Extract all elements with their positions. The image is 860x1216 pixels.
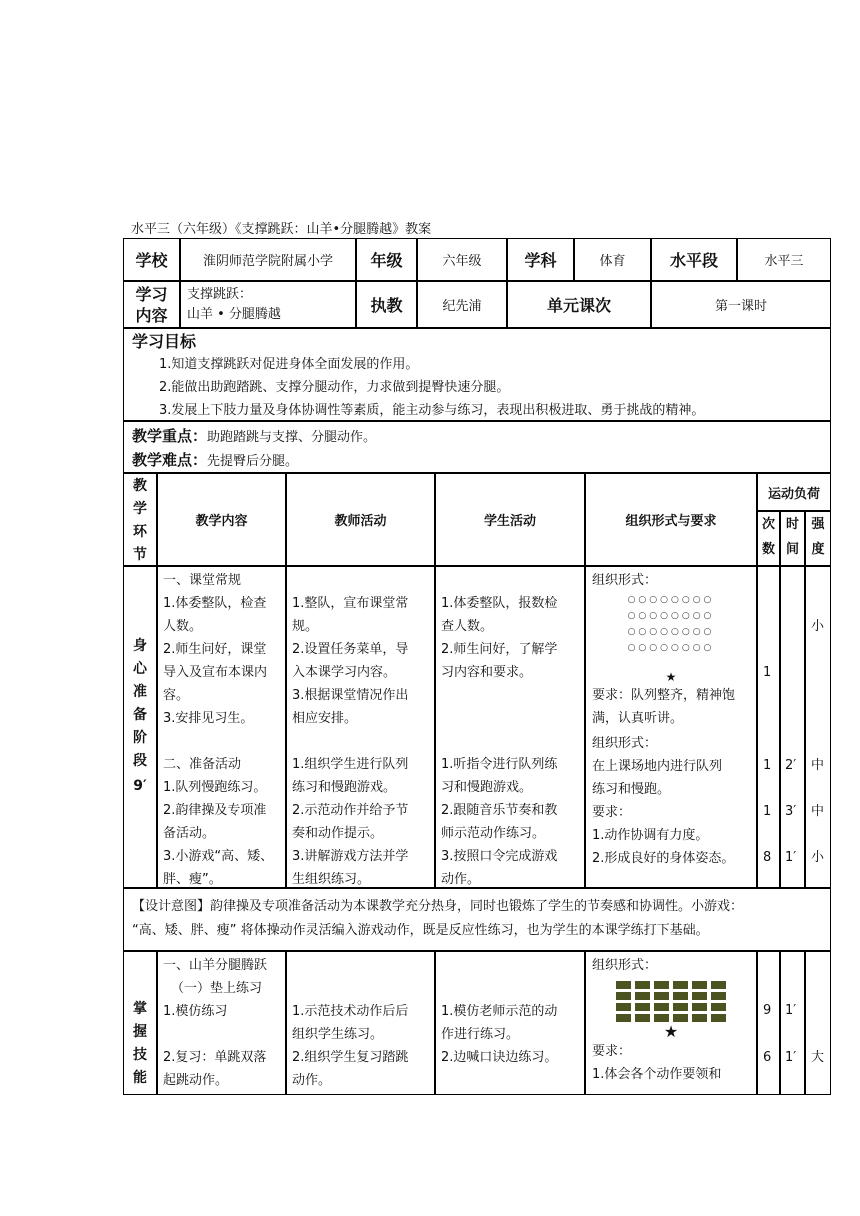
- load-header: 运动负荷: [757, 473, 831, 511]
- org-label: 组织形式：: [592, 958, 658, 973]
- times-header: 次 数: [757, 511, 780, 566]
- skills-durations: 1′ 1′: [780, 951, 805, 1095]
- warmup-student-activity: 1.体委整队，报数检 查人数。 2.师生问好，了解学 习内容和要求。 1.听指令进行队列练 习和慢跑游戏。 2.跟随音乐节奏和教 师示范动作练习。 3.按照口令完成游戏 动作。: [435, 566, 585, 888]
- skills-teacher-activity: 1.示范技术动作后后 组织学生练习。 2.组织学生复习踏跳 动作。: [286, 951, 435, 1095]
- warmup-intensities: 小 中 中 小: [805, 566, 831, 888]
- warmup-organization: 组织形式： ○○○○○○○○ ○○○○○○○○ ○○○○○○○○ ○○○○○○○○ ★ 要求：队列整齐，精神饱 满，认真听讲。 组织形式： 在上课场地内进行队列 练习和慢跑。 要求： 1.动作协调有力度。 2.形成良好的身体姿态。: [585, 566, 757, 888]
- objective-item: 2.能做出助跑踏跳、支撑分腿动作，力求做到提臀快速分腿。: [159, 380, 510, 395]
- content-label: 学习 内容: [123, 281, 180, 328]
- design-intent: 【设计意图】韵律操及专项准备活动为本课教学充分热身，同时也锻炼了学生的节奏感和协调性。小游戏： “高、矮、胖、瘦” 将体操动作灵活编入游戏动作，既是反应性练习，也为学生的本课学练打下基础。: [123, 888, 831, 951]
- skills-organization: 组织形式： ★ 要求： 1.体会各个动作要领和: [585, 951, 757, 1095]
- warmup-teacher-activity: 1.整队，宣布课堂常 规。 2.设置任务菜单，导 入本课学习内容。 3.根据课堂情况作出 相应安排。 1.组织学生进行队列 练习和慢跑游戏。 2.示范动作并给予节 奏和动作提示。 3.讲解游戏方法并学 生组织练习。: [286, 566, 435, 888]
- level-label: 水平段: [651, 238, 737, 281]
- school-value: 淮阴师范学院附属小学: [180, 238, 356, 281]
- difficulty-label: 教学难点：: [132, 451, 208, 469]
- mat-formation-diagram: [592, 981, 750, 1022]
- objectives-section: [123, 328, 831, 421]
- warmup-times: 1 1 1 8: [757, 566, 780, 888]
- warmup-content: 一、课堂常规 1.体委整队，检查 人数。 2.师生问好，课堂 导入及宣布本课内 容。 3.安排见习生。 二、准备活动 1.队列慢跑练习。 2.韵律操及专项准 备活动。 3.小游戏“高、矮、 胖、瘦”。: [157, 566, 286, 888]
- objectives-title: 学习目标: [132, 332, 197, 351]
- unit-label: 单元课次: [507, 281, 651, 328]
- focus-value: 助跑踏跳与支撑、分腿动作。: [207, 430, 377, 445]
- document-title: 水平三（六年级）《支撑跳跃：山羊•分腿腾越》教案: [131, 222, 432, 237]
- skills-content: 一、山羊分腿腾跃 （一）垫上练习 1.模仿练习 2.复习：单跳双落 起跳动作。: [157, 951, 286, 1095]
- objective-item: 3.发展上下肢力量及身体协调性等素质，能主动参与练习，表现出积极进取、勇于挑战的精神。: [159, 403, 705, 418]
- unit-value: 第一课时: [651, 281, 831, 328]
- org-label: 组织形式：: [592, 573, 658, 588]
- level-value: 水平三: [737, 238, 831, 281]
- skills-times: 9 6: [757, 951, 780, 1095]
- organization-header: 组织形式与要求: [585, 473, 757, 566]
- grade-value: 六年级: [417, 238, 507, 281]
- student-activity-header: 学生活动: [435, 473, 585, 566]
- subject-label: 学科: [507, 238, 574, 281]
- teacher-star-icon: ★: [665, 670, 677, 684]
- student-formation-diagram: ○○○○○○○○ ○○○○○○○○ ○○○○○○○○ ○○○○○○○○: [627, 595, 715, 653]
- difficulty-value: 先提臀后分腿。: [207, 454, 299, 469]
- school-label: 学校: [123, 238, 180, 281]
- content-value: 支撑跳跃： 山羊 • 分腿腾越: [180, 281, 356, 328]
- subject-value: 体育: [574, 238, 651, 281]
- stage-header: 教 学 环 节: [123, 473, 157, 566]
- time-header: 时 间: [780, 511, 805, 566]
- content-header: 教学内容: [157, 473, 286, 566]
- skills-intensities: 大: [805, 951, 831, 1095]
- teacher-star-icon: ★: [663, 1022, 679, 1041]
- warmup-durations: 2′ 3′ 1′: [780, 566, 805, 888]
- focus-label: 教学重点：: [132, 427, 208, 445]
- key-points-section: [123, 421, 831, 473]
- stage-warmup: 身 心 准 备 阶 段 9′: [123, 566, 157, 888]
- stage-skills: 掌 握 技 能: [123, 951, 157, 1095]
- grade-label: 年级: [356, 238, 417, 281]
- teacher-label: 执教: [356, 281, 417, 328]
- intensity-header: 强 度: [805, 511, 831, 566]
- skills-student-activity: 1.模仿老师示范的动 作进行练习。 2.边喊口诀边练习。: [435, 951, 585, 1095]
- teacher-activity-header: 教师活动: [286, 473, 435, 566]
- teacher-value: 纪先浦: [417, 281, 507, 328]
- objective-item: 1.知道支撑跳跃对促进身体全面发展的作用。: [159, 357, 419, 372]
